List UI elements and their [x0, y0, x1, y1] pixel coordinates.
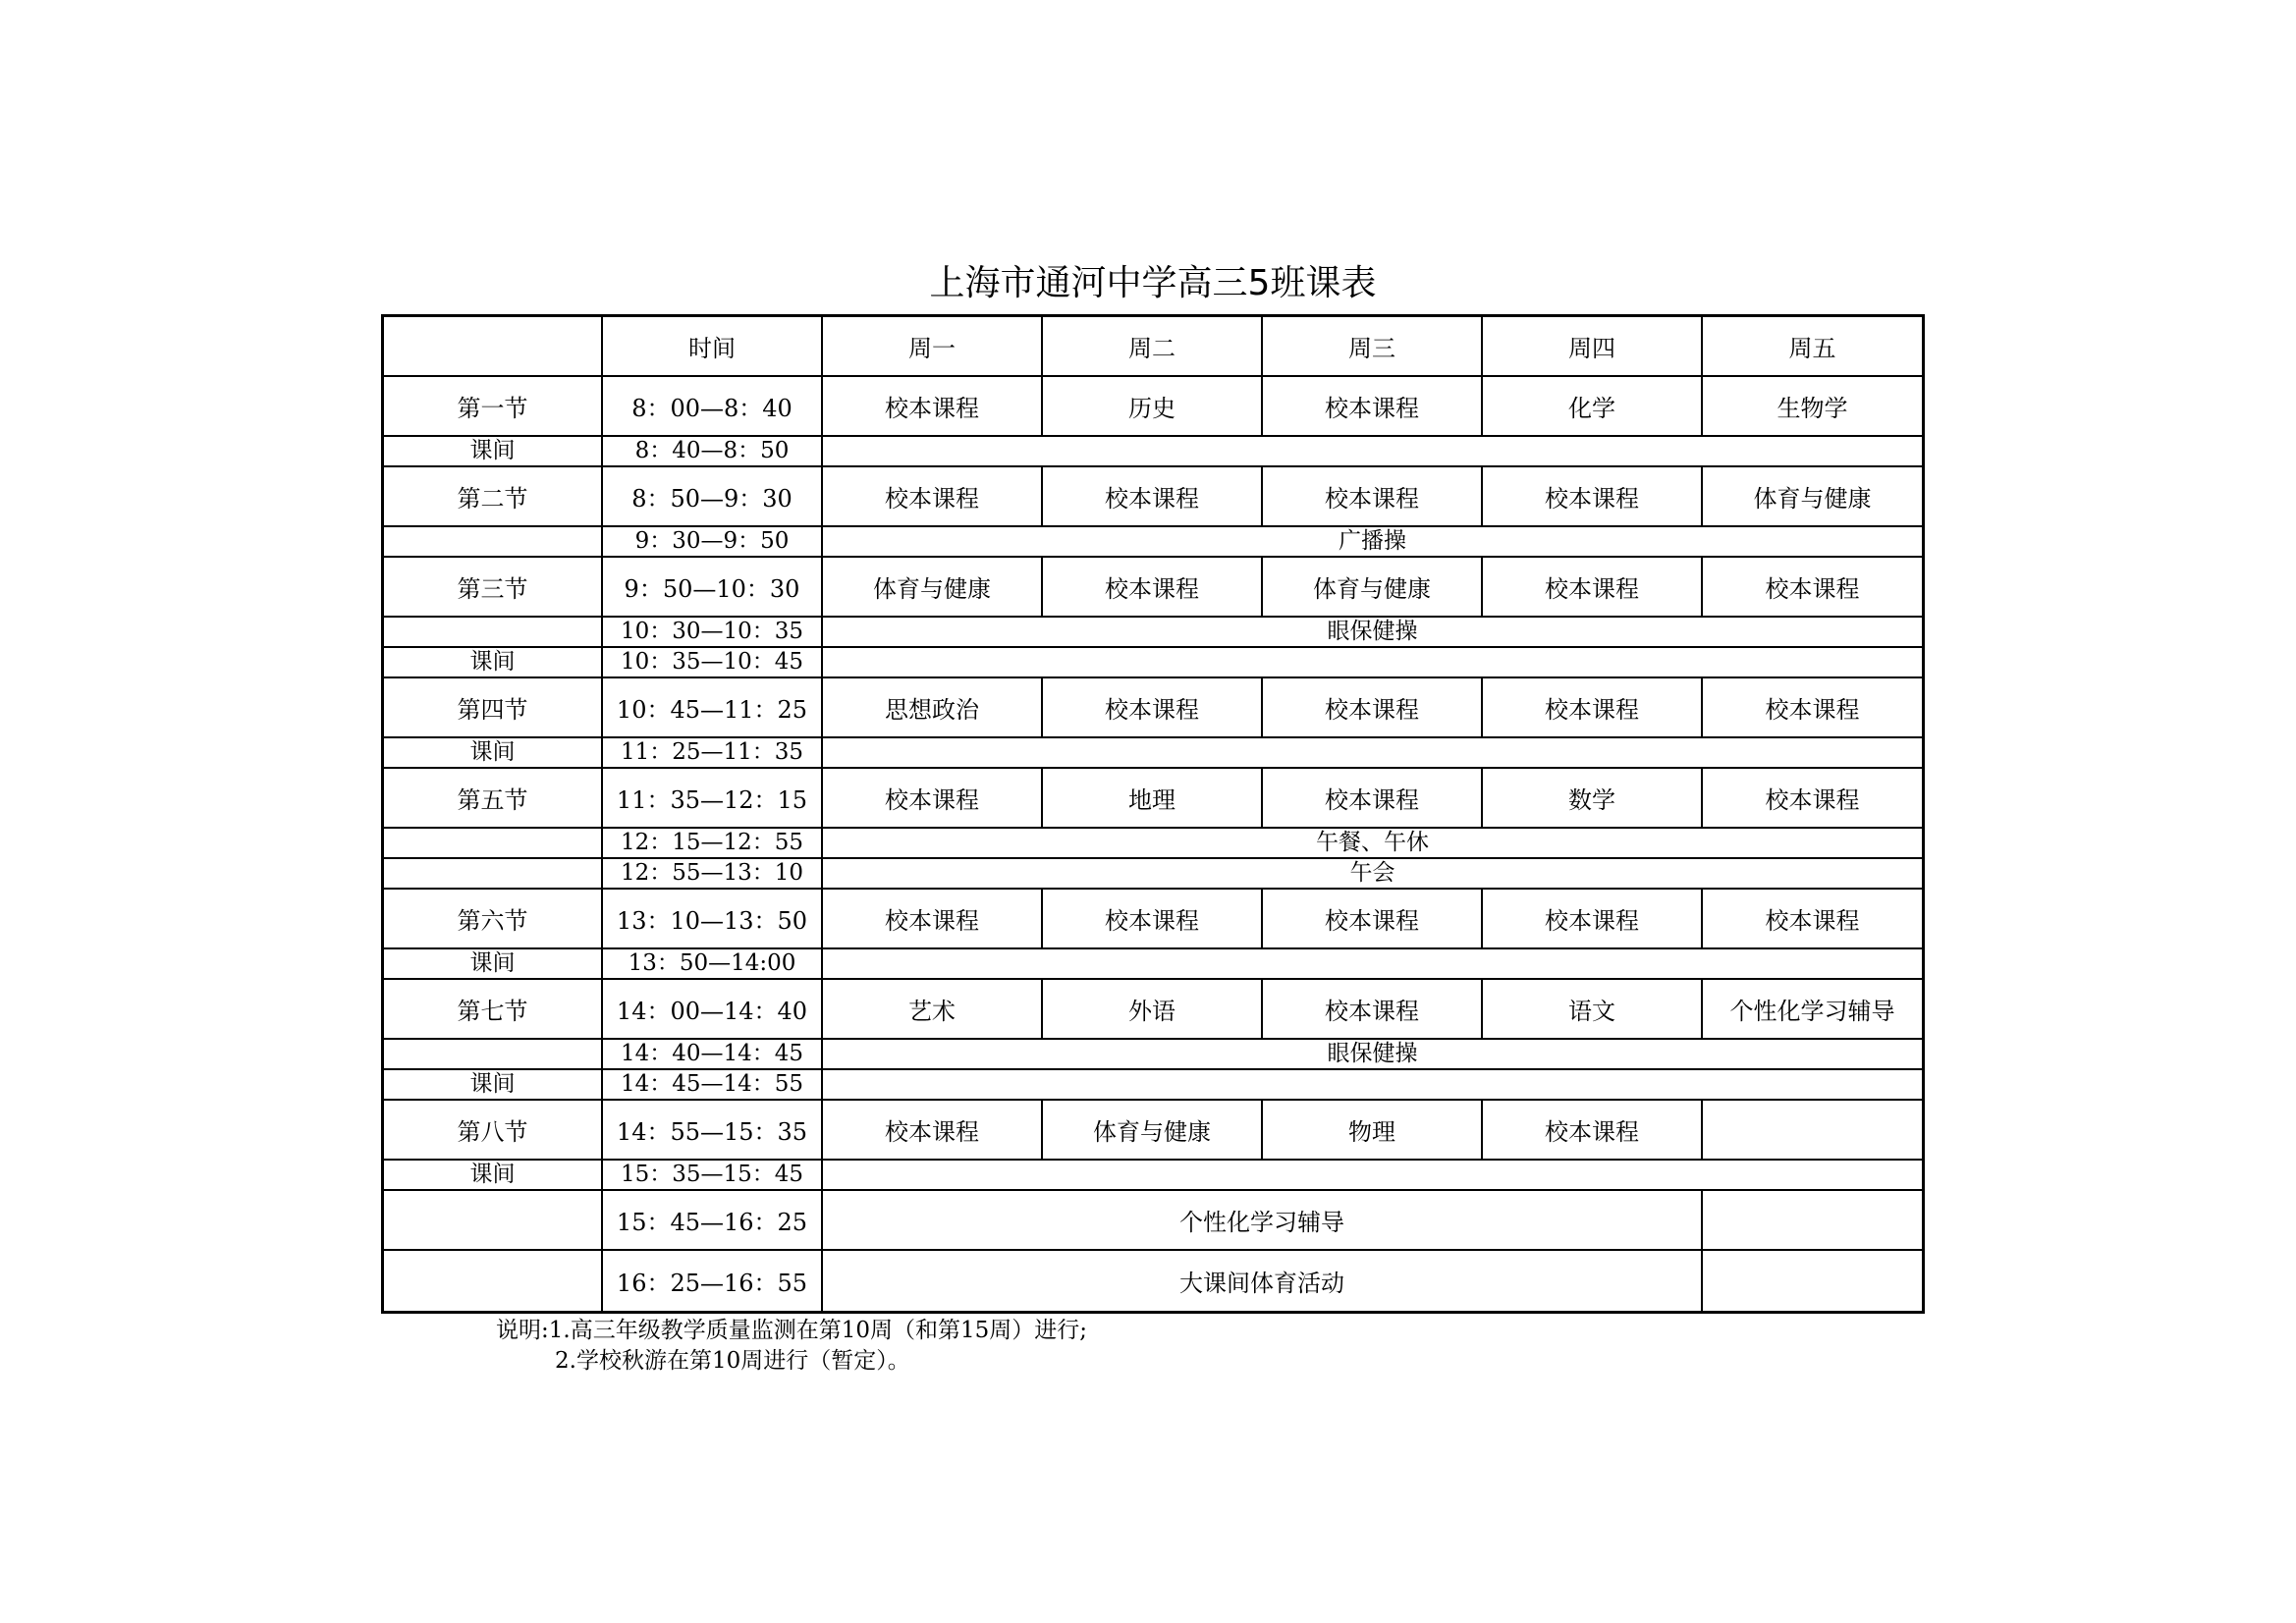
subject-cell: 校本课程	[1703, 678, 1922, 738]
subject-cell: 校本课程	[1483, 467, 1703, 527]
subject-cell: 艺术	[823, 980, 1043, 1040]
header-cell: 周三	[1263, 317, 1483, 377]
time-cell: 14：45—14：55	[603, 1070, 823, 1101]
timetable	[381, 314, 1925, 1314]
time-cell: 14：00—14：40	[603, 980, 823, 1040]
subject-cell: 校本课程	[1263, 980, 1483, 1040]
subject-cell: 校本课程	[1263, 678, 1483, 738]
break-span-cell	[823, 648, 1922, 678]
activity-span-cell: 眼保健操	[823, 618, 1922, 648]
row-label: 课间	[384, 648, 603, 678]
time-cell: 9：50—10：30	[603, 558, 823, 618]
period-label: 第六节	[384, 890, 603, 949]
time-cell: 10：30—10：35	[603, 618, 823, 648]
row-label	[384, 1191, 603, 1251]
period-label: 第八节	[384, 1101, 603, 1161]
row-label: 课间	[384, 437, 603, 467]
period-label: 第七节	[384, 980, 603, 1040]
activity-span-cell: 午会	[823, 859, 1922, 890]
time-cell: 16：25—16：55	[603, 1251, 823, 1311]
subject-cell: 校本课程	[1263, 890, 1483, 949]
time-cell: 8：00—8：40	[603, 377, 823, 437]
row-label: 课间	[384, 949, 603, 980]
subject-cell: 物理	[1263, 1101, 1483, 1161]
subject-cell: 外语	[1043, 980, 1263, 1040]
time-cell: 13：50—14:00	[603, 949, 823, 980]
time-cell: 10：45—11：25	[603, 678, 823, 738]
subject-cell: 生物学	[1703, 377, 1922, 437]
subject-cell: 地理	[1043, 769, 1263, 829]
subject-cell: 化学	[1483, 377, 1703, 437]
subject-cell: 校本课程	[823, 377, 1043, 437]
subject-cell: 校本课程	[1263, 377, 1483, 437]
header-cell: 周四	[1483, 317, 1703, 377]
break-span-cell	[823, 949, 1922, 980]
activity-span-cell: 个性化学习辅导	[823, 1191, 1703, 1251]
subject-cell: 校本课程	[823, 769, 1043, 829]
time-cell: 8：40—8：50	[603, 437, 823, 467]
subject-cell: 校本课程	[1043, 467, 1263, 527]
subject-cell: 校本课程	[1043, 890, 1263, 949]
period-label: 第一节	[384, 377, 603, 437]
time-cell: 13：10—13：50	[603, 890, 823, 949]
row-label: 课间	[384, 1070, 603, 1101]
subject-cell: 校本课程	[1263, 769, 1483, 829]
subject-cell: 校本课程	[1703, 558, 1922, 618]
note-line-2: 2.学校秋游在第10周进行（暂定）。	[555, 1348, 910, 1374]
row-label	[384, 859, 603, 890]
subject-cell: 个性化学习辅导	[1703, 980, 1922, 1040]
break-span-cell	[823, 437, 1922, 467]
row-label	[384, 527, 603, 558]
period-label: 第三节	[384, 558, 603, 618]
subject-cell	[1703, 1101, 1922, 1161]
subject-cell: 校本课程	[1483, 1101, 1703, 1161]
subject-cell: 校本课程	[1703, 890, 1922, 949]
subject-cell: 校本课程	[1043, 558, 1263, 618]
time-cell: 14：55—15：35	[603, 1101, 823, 1161]
time-cell: 12：55—13：10	[603, 859, 823, 890]
time-cell: 9：30—9：50	[603, 527, 823, 558]
header-cell: 周二	[1043, 317, 1263, 377]
subject-cell: 体育与健康	[1043, 1101, 1263, 1161]
subject-cell: 思想政治	[823, 678, 1043, 738]
subject-cell: 校本课程	[1483, 678, 1703, 738]
time-cell: 14：40—14：45	[603, 1040, 823, 1070]
subject-cell: 校本课程	[1263, 467, 1483, 527]
subject-cell: 体育与健康	[823, 558, 1043, 618]
subject-cell: 体育与健康	[1703, 467, 1922, 527]
time-cell: 15：35—15：45	[603, 1161, 823, 1191]
subject-cell: 语文	[1483, 980, 1703, 1040]
row-label	[384, 829, 603, 859]
row-label: 课间	[384, 1161, 603, 1191]
activity-span-cell: 广播操	[823, 527, 1922, 558]
subject-cell: 校本课程	[823, 890, 1043, 949]
break-span-cell	[823, 1070, 1922, 1101]
time-cell: 8：50—9：30	[603, 467, 823, 527]
period-label: 第四节	[384, 678, 603, 738]
period-label: 第二节	[384, 467, 603, 527]
subject-cell: 体育与健康	[1263, 558, 1483, 618]
subject-cell: 校本课程	[1703, 769, 1922, 829]
activity-span-cell: 大课间体育活动	[823, 1251, 1703, 1311]
activity-span-cell: 午餐、午休	[823, 829, 1922, 859]
time-cell: 15：45—16：25	[603, 1191, 823, 1251]
break-span-cell	[823, 1161, 1922, 1191]
subject-cell: 校本课程	[1043, 678, 1263, 738]
break-span-cell	[823, 738, 1922, 769]
header-cell: 时间	[603, 317, 823, 377]
time-cell: 10：35—10：45	[603, 648, 823, 678]
subject-cell: 校本课程	[823, 467, 1043, 527]
header-cell: 周五	[1703, 317, 1922, 377]
row-label: 课间	[384, 738, 603, 769]
header-cell: 周一	[823, 317, 1043, 377]
note-line-1: 说明:1.高三年级教学质量监测在第10周（和第15周）进行;	[496, 1318, 1087, 1343]
page-title: 上海市通河中学高三5班课表	[929, 263, 1377, 303]
header-corner-cell	[384, 317, 603, 377]
subject-cell: 校本课程	[1483, 890, 1703, 949]
row-label	[384, 1251, 603, 1311]
subject-cell: 历史	[1043, 377, 1263, 437]
subject-cell: 校本课程	[1483, 558, 1703, 618]
row-label	[384, 618, 603, 648]
time-cell: 12：15—12：55	[603, 829, 823, 859]
activity-span-cell: 眼保健操	[823, 1040, 1922, 1070]
time-cell: 11：25—11：35	[603, 738, 823, 769]
notes	[496, 1316, 1087, 1377]
period-label: 第五节	[384, 769, 603, 829]
empty-cell	[1703, 1191, 1922, 1251]
row-label	[384, 1040, 603, 1070]
time-cell: 11：35—12：15	[603, 769, 823, 829]
subject-cell: 校本课程	[823, 1101, 1043, 1161]
empty-cell	[1703, 1251, 1922, 1311]
subject-cell: 数学	[1483, 769, 1703, 829]
